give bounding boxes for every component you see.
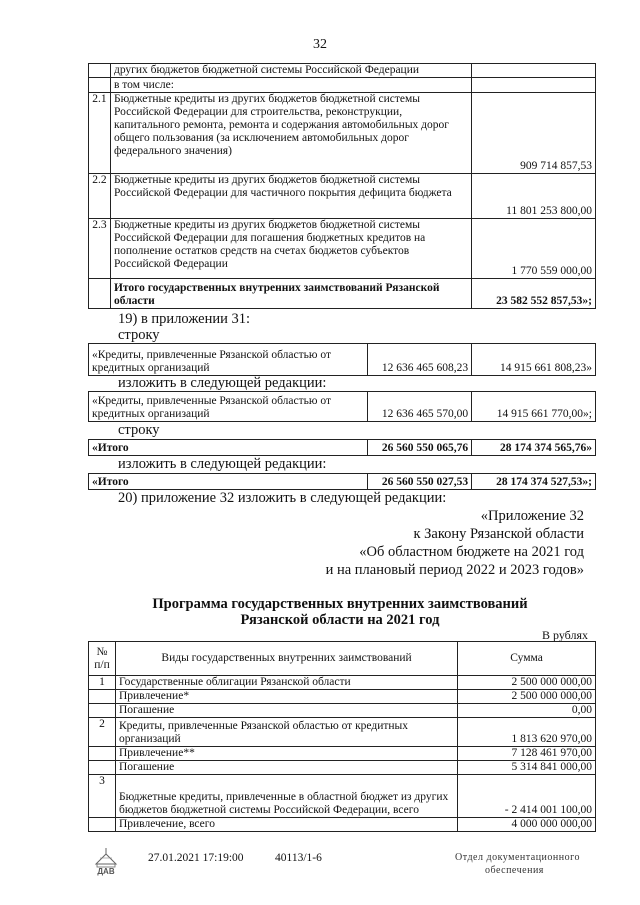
table-row (89, 676, 596, 690)
row-number: 1 (89, 676, 116, 690)
table-row (89, 474, 596, 490)
row-amount: - 2 414 001 100,00 (458, 775, 596, 818)
row-text: Привлечение, всего (115, 818, 457, 832)
row-amount: 1 813 620 970,00 (458, 718, 596, 747)
credit-value-2: 14 915 661 770,00»; (472, 392, 596, 422)
total-label: Итого государственных внутренних заимствований Рязанской области (110, 279, 471, 309)
appendix-line-3: «Об областном бюджете на 2021 год (359, 544, 584, 560)
itogo-label: «Итого (89, 440, 368, 456)
row-text: Погашение (115, 761, 457, 775)
row-text: Бюджетные кредиты из других бюджетов бюджетной системы Российской Федерации для погашения бюджетных кредитов на пополнение остатков средств на счетах бюджетов субъектов Российской Федерации (110, 219, 471, 279)
credit-label: «Кредиты, привлеченные Рязанской областью от кредитных организаций (89, 344, 368, 376)
itogo-value-1: 26 560 550 065,76 (368, 440, 472, 456)
itogo-label: «Итого (89, 474, 368, 490)
row-amount (472, 78, 596, 93)
table-row (89, 219, 596, 279)
row-amount: 5 314 841 000,00 (458, 761, 596, 775)
table-row (89, 344, 596, 376)
logo-text: ДАВ (97, 867, 115, 876)
row-number (89, 818, 116, 832)
instruction-stroku-1: строку (118, 327, 160, 343)
row-amount: 909 714 857,53 (472, 93, 596, 174)
row-amount: 2 500 000 000,00 (458, 676, 596, 690)
appendix-line-1: «Приложение 32 (480, 508, 584, 524)
footer-datetime: 27.01.2021 17:19:00 (148, 852, 244, 864)
credit-value-1: 12 636 465 570,00 (368, 392, 472, 422)
row-amount: 1 770 559 000,00 (472, 219, 596, 279)
table-row (89, 440, 596, 456)
credit-old-table (88, 343, 596, 376)
row-amount: 0,00 (458, 704, 596, 718)
table-row (89, 64, 596, 78)
credit-label: «Кредиты, привлеченные Рязанской областью от кредитных организаций (89, 392, 368, 422)
itogo-value-2: 28 174 374 565,76» (472, 440, 596, 456)
row-text: Бюджетные кредиты из других бюджетов бюджетной системы Российской Федерации для строительства, реконструкции, капитального ремонта, ремонта и содержания автомобильных дорог общего пользования (за исключением автомобильных дорог федерального значения) (110, 93, 471, 174)
footer-logo (92, 838, 120, 878)
row-amount: 11 801 253 800,00 (472, 174, 596, 219)
footer-stamp-line-1: Отдел документационного (455, 852, 580, 863)
row-number: 2.1 (89, 93, 111, 174)
page-number: 32 (313, 37, 327, 52)
table-row (89, 704, 596, 718)
footer-doc-number: 40113/1-6 (275, 852, 322, 864)
instruction-izlozhit-1: изложить в следующей редакции: (118, 375, 327, 391)
instruction-stroku-2: строку (118, 422, 160, 438)
total-amount: 23 582 552 857,53»; (472, 279, 596, 309)
units-label: В рублях (541, 628, 588, 642)
table-row (89, 718, 596, 747)
program-title-2: Рязанской области на 2021 год (240, 612, 440, 628)
row-amount: 2 500 000 000,00 (458, 690, 596, 704)
table-row (89, 174, 596, 219)
row-amount: 7 128 461 970,00 (458, 747, 596, 761)
itogo-new-table (88, 473, 596, 490)
table-row (89, 93, 596, 174)
footer-stamp-line-2: обеспечения (485, 865, 544, 876)
credit-new-table (88, 391, 596, 422)
itogo-value-1: 26 560 550 027,53 (368, 474, 472, 490)
row-number (89, 64, 111, 78)
row-number: 2 (89, 718, 116, 747)
itogo-value-2: 28 174 374 527,53»; (472, 474, 596, 490)
item-19: 19) в приложении 31: (118, 311, 251, 327)
table-row (89, 78, 596, 93)
row-number (89, 704, 116, 718)
item-20: 20) приложение 32 изложить в следующей редакции: (118, 490, 447, 506)
row-text: Бюджетные кредиты, привлеченные в областной бюджет из других бюджетов бюджетной системы Российской Федерации, всего (115, 775, 457, 818)
row-number (89, 747, 116, 761)
row-text: Привлечение** (115, 747, 457, 761)
row-number (89, 761, 116, 775)
row-number: 2.3 (89, 219, 111, 279)
instruction-izlozhit-2: изложить в следующей редакции: (118, 456, 327, 472)
row-text: Бюджетные кредиты из других бюджетов бюджетной системы Российской Федерации для частичного покрытия дефицита бюджета (110, 174, 471, 219)
row-text: в том числе: (110, 78, 471, 93)
itogo-old-table (88, 439, 596, 456)
table-row (89, 690, 596, 704)
row-text: Привлечение* (115, 690, 457, 704)
table-row (89, 392, 596, 422)
row-number: 2.2 (89, 174, 111, 219)
program-table-header (89, 642, 596, 676)
row-text: других бюджетов бюджетной системы Российской Федерации (110, 64, 471, 78)
row-text: Кредиты, привлеченные Рязанской областью от кредитных организаций (115, 718, 457, 747)
table-total-row (89, 279, 596, 309)
row-number: 3 (89, 775, 116, 818)
row-number (89, 78, 111, 93)
table-row (89, 775, 596, 818)
header-no: № п/п (89, 642, 116, 676)
table-row (89, 761, 596, 775)
program-table (88, 641, 596, 832)
credit-value-2: 14 915 661 808,23» (472, 344, 596, 376)
row-text: Государственные облигации Рязанской области (115, 676, 457, 690)
row-number (89, 690, 116, 704)
appendix-line-4: и на плановый период 2022 и 2023 годов» (325, 562, 584, 578)
appendix-line-2: к Закону Рязанской области (413, 526, 584, 542)
table-row (89, 747, 596, 761)
row-amount: 4 000 000 000,00 (458, 818, 596, 832)
program-title-1: Программа государственных внутренних заимствований (152, 596, 528, 612)
table-row (89, 818, 596, 832)
credit-value-1: 12 636 465 608,23 (368, 344, 472, 376)
top-borrowing-table (88, 63, 596, 309)
header-kind: Виды государственных внутренних заимствований (115, 642, 457, 676)
row-text: Погашение (115, 704, 457, 718)
row-amount (472, 64, 596, 78)
header-sum: Сумма (458, 642, 596, 676)
